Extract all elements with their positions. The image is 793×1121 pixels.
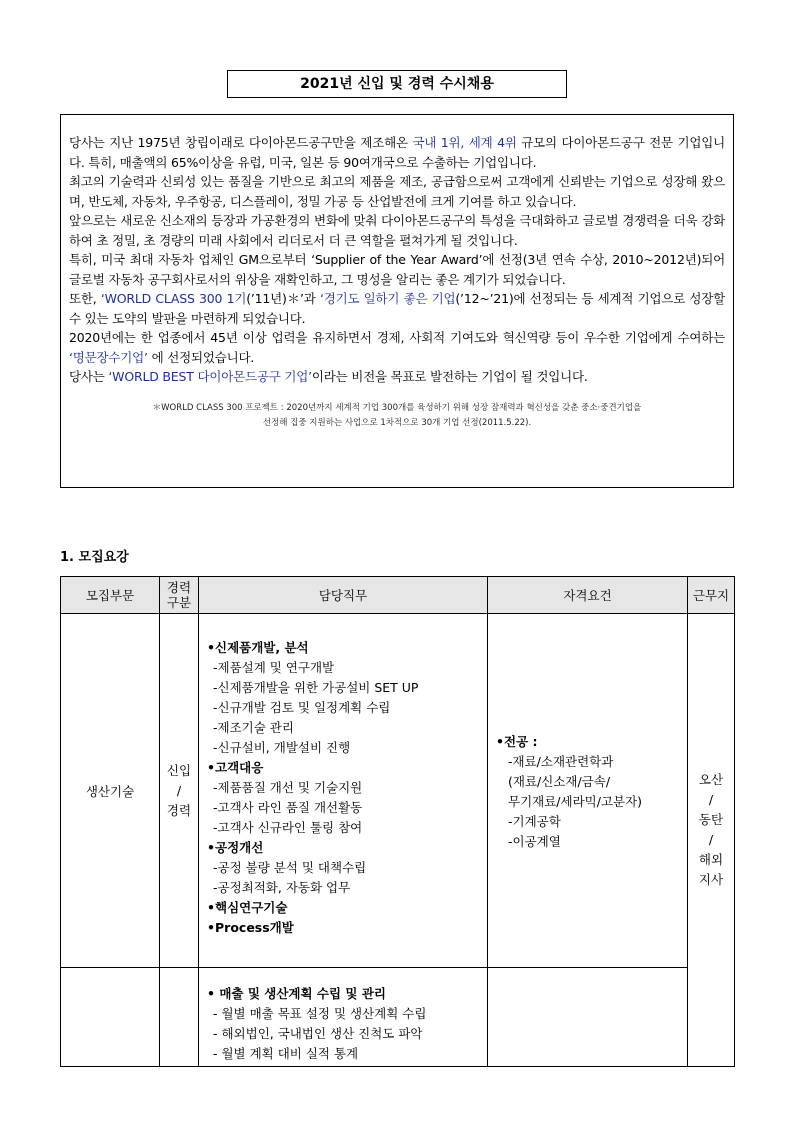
duty-item: -제품품질 개선 및 기술지원 [213,780,363,795]
qualification-item: 무기재료/세라믹/고분자) [508,794,643,809]
duty-item: -신규설비, 개발설비 진행 [213,740,351,755]
duty-heading: •신제품개발, 분석 [207,640,309,655]
intro-paragraph [69,250,725,289]
intro-paragraph [69,289,725,328]
footnote [69,401,725,431]
body-text: (’11년)＊’과 [246,291,320,306]
table-header-row [61,577,735,614]
duty-item: -제조기술 관리 [213,720,294,735]
duty-item: -제품설계 및 연구개발 [213,660,335,675]
location-line: 동탄 [698,812,724,827]
highlight-text: ‘WORLD BEST 다이아몬드공구 기업’ [108,369,312,384]
dept-cell: 생산기술 [61,614,160,968]
highlight-text: ‘명문장수기업’ [69,349,148,365]
body-text: 2020년에는 한 업종에서 45년 이상 업력을 유지하면서 경제, 사회적 기여도와 혁신역량 등이 우수한 기업에게 수여하는 [69,330,725,345]
duty-item: -고객사 신규라인 툴링 참여 [213,820,363,835]
highlight-text: 국내 1위, 세계 4위 [412,135,517,150]
qualification-item: -이공계열 [508,834,561,849]
table-row [61,614,735,968]
page-title: 2021년 신입 및 경력 수시채용 [227,70,567,98]
duty-cell [199,614,488,968]
location-cell [688,614,735,1067]
body-text: 앞으로는 새로운 신소재의 등장과 가공환경의 변화에 맞춰 다이아몬드공구의 특성을 극대화하고 글로벌 경쟁력을 더욱 강화하여 초 정밀, 초 경량의 미래 사회에서 리더로서 더 큰 역할을 펼쳐가게 될 것입니다. [69,213,725,248]
intro-paragraph [69,328,725,367]
career-line: 경력 [166,802,192,818]
body-text: 특히, 미국 최대 자동차 업체인 GM으로부터 ‘Supplier of the Year Award’에 선정(3년 연속 수상, 2010~2012년)되어 글로벌 자동차 공구회사로서의 위상을 재확인하고, 그 명성을 알리는 좋은 계기가 되었습니다. [69,252,725,287]
body-text: (’12~’21)에 선정되는 등 세계적 기업으로 성장할 수 있는 도약의 발판을 마련하게 되었습니다. [69,291,725,326]
recruitment-table [60,576,735,1067]
intro-paragraph [69,367,725,387]
duty-heading: •고객대응 [207,760,264,775]
career-cell [160,968,199,1067]
duty-heading: •Process개발 [207,920,294,935]
duty-item: -공정최적화, 자동화 업무 [213,880,351,895]
duty-item: -신제품개발을 위한 가공설비 SET UP [213,680,419,695]
qualification-cell [488,968,688,1067]
intro-paragraph [69,172,725,211]
intro-paragraph [69,211,725,250]
table-row [61,968,735,1067]
header-career-line: 경력 [166,580,192,595]
duty-cell [199,968,488,1067]
duty-heading: •공정개선 [207,840,264,855]
duty-item: -고객사 라인 품질 개선활동 [213,800,363,815]
qualification-cell [488,614,688,968]
qualification-item: (재료/신소재/금속/ [508,774,611,789]
header-location: 근무지 [688,577,735,614]
body-text: 에 선정되었습니다. [147,349,255,365]
duty-item: - 월별 매출 목표 설정 및 생산계획 수립 [213,1006,427,1021]
body-text: 최고의 기술력과 신뢰성 있는 품질을 기반으로 최고의 제품을 제조, 공급함으로써 고객에게 신뢰받는 기업으로 성장해 왔으며, 반도체, 자동차, 우주항공, 디스플레이, 정밀 가공 등 산업발전에 크게 기여를 하고 있습니다. [69,174,725,209]
qualification-item: -재료/소재관련학과 [508,754,614,769]
duty-item: -공정 불량 분석 및 대책수립 [213,860,367,875]
career-cell [160,614,199,968]
footnote-line: ＊WORLD CLASS 300 프로젝트 : 2020년까지 세계적 기업 300개를 육성하기 위해 성장 잠재력과 혁신성을 갖춘 중소·중견기업을 [152,402,642,413]
career-line: / [176,782,182,798]
header-dept: 모집부문 [61,577,160,614]
company-intro-box [60,114,734,488]
location-line: 지사 [698,872,724,887]
location-line: 오산 [698,772,724,787]
header-career-line: 구분 [166,595,192,610]
dept-cell [61,968,160,1067]
duty-item: - 월별 계획 대비 실적 통계 [213,1046,359,1061]
duty-item: - 해외법인, 국내법인 생산 진척도 파악 [213,1026,423,1041]
duty-heading: •핵심연구기술 [207,900,288,915]
footnote-line: 선정해 집중 지원하는 사업으로 1차적으로 30개 기업 선정(2011.5.22). [262,417,532,428]
intro-paragraph [69,133,725,172]
duty-heading: • 매출 및 생산계획 수립 및 관리 [207,986,387,1001]
location-line: 해외 [698,852,724,867]
duty-item: -신규개발 검토 및 일정계획 수립 [213,700,391,715]
qualification-heading: •전공 : [496,734,538,749]
location-line: / [708,832,714,847]
section-title: 1. 모집요강 [60,550,129,565]
career-line: 신입 [166,762,192,778]
highlight-text: ‘WORLD CLASS 300 1기 [100,291,247,306]
highlight-text: ‘경기도 일하기 좋은 기업 [319,291,456,306]
header-duty: 담당직무 [199,577,488,614]
body-text: 당사는 [69,369,109,384]
location-line: / [708,792,714,807]
body-text: 이라는 비전을 목표로 발전하는 기업이 될 것입니다. [311,369,588,384]
qualification-item: -기계공학 [508,814,561,829]
body-text: 또한, [69,291,101,306]
body-text: 규모의 다이아몬드공구 전문 기업입니다. 특히, 매출액의 65%이상을 유럽, 미국, 일본 등 90여개국으로 수출하는 기업입니다. [69,135,725,170]
header-career [160,577,199,614]
body-text: 당사는 지난 1975년 창립이래로 다이아몬드공구만을 제조해온 [69,135,413,150]
header-qual: 자격요건 [488,577,688,614]
